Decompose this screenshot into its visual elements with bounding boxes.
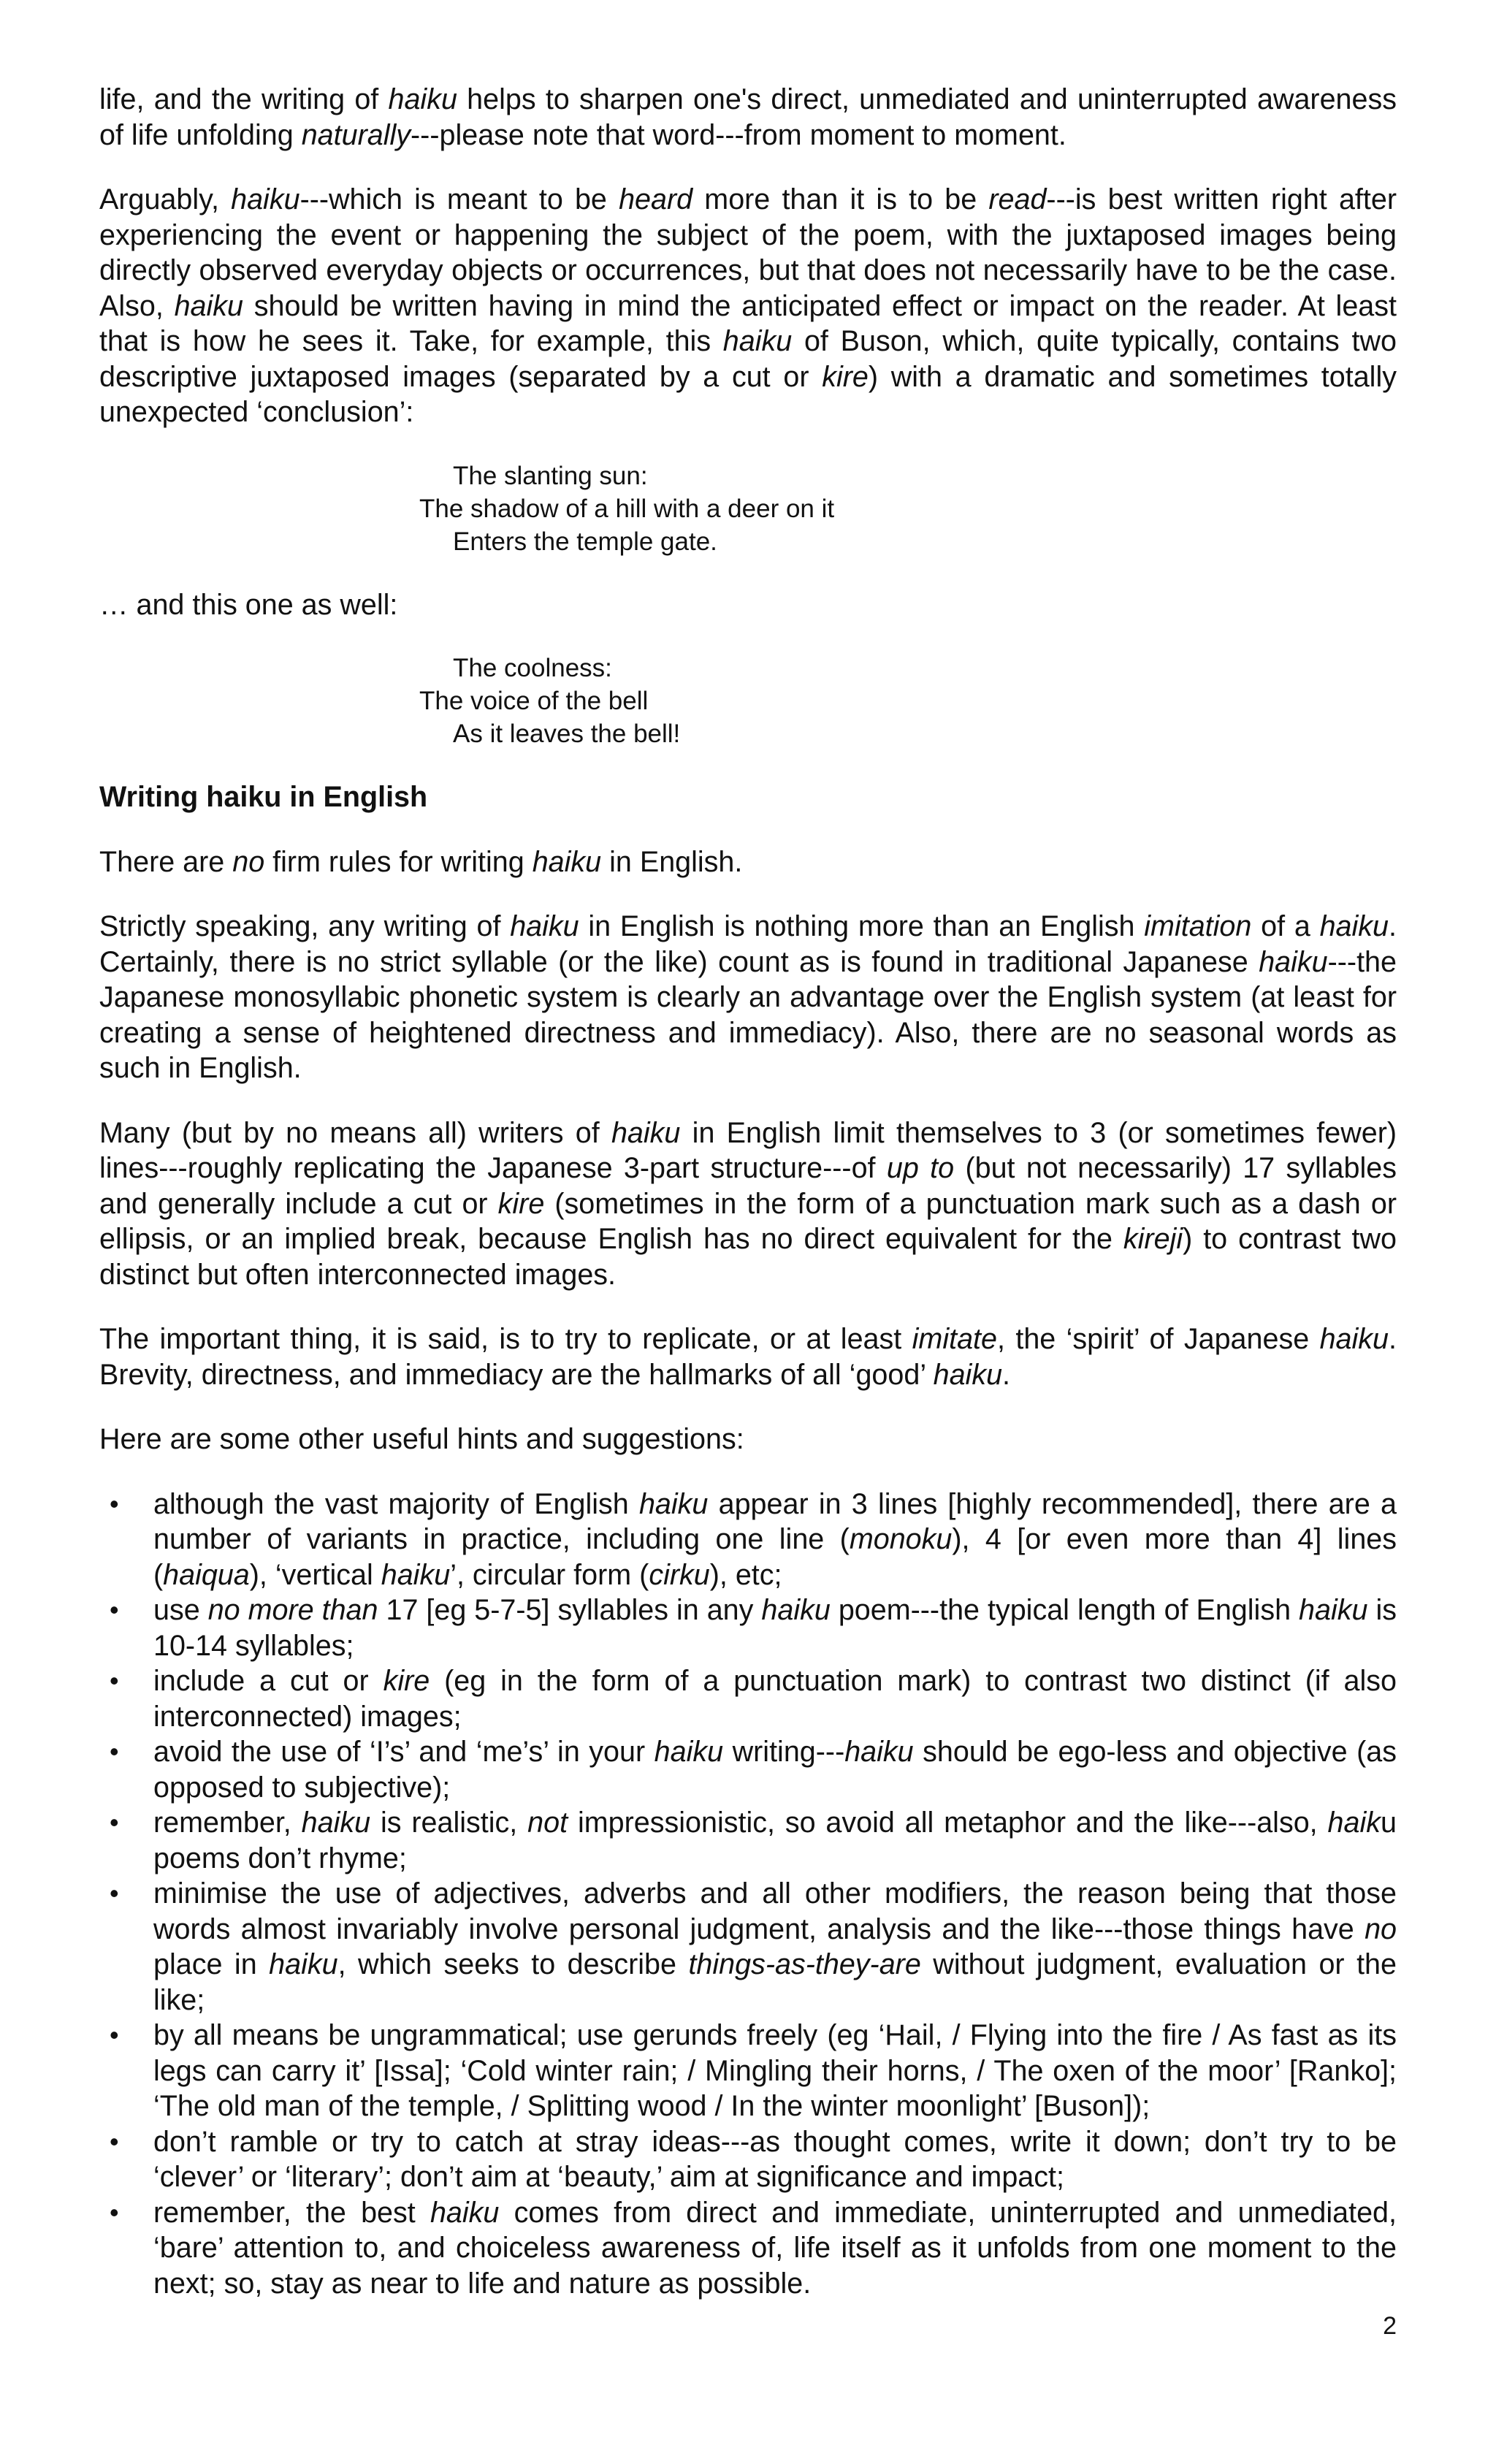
poem-line: As it leaves the bell! [453,720,681,748]
text-run: Strictly speaking, any writing of [99,910,511,942]
text-run: The important thing, it is said, is to try to replicate, or at least [99,1323,912,1355]
italic-run: read [988,183,1047,215]
paragraph-no-rules [99,844,1397,880]
poem-line: The slanting sun: [453,461,648,490]
italic-run: haiku [611,1116,681,1149]
text-run: Many (but by no means all) writers of [99,1116,611,1149]
text-run: There are [99,845,233,878]
italic-run: haiku [933,1358,1003,1391]
italic-run: imitation [1144,910,1252,942]
italic-run: no more than [207,1594,378,1626]
list-item [99,2124,1397,2195]
italic-run: kireji [1123,1223,1183,1255]
text-run: although the vast majority of English [153,1487,639,1520]
text-run: avoid the use of ‘I’s’ and ‘me’s’ in your [153,1736,654,1768]
list-item [99,1593,1397,1663]
paragraph-hints-intro: Here are some other useful hints and suggestions: [99,1423,744,1455]
bullet-icon: • [110,2126,119,2156]
text-run: in English. [601,845,743,878]
bullet-icon: • [110,2020,119,2050]
italic-run: haiku [1299,1594,1368,1626]
text-run: of Buson, which, quite typically, contains two descriptive juxtaposed images (separated by a cut or [99,325,1397,393]
text-run: more than it is to be [692,183,989,215]
italic-run: haiku [174,289,243,322]
italic-run: not [527,1807,568,1839]
text-run: ), etc; [709,1558,782,1591]
paragraph-many-writers [99,1115,1397,1293]
paragraph-transition: … and this one as well: [99,588,398,621]
text-run: ’, circular form ( [450,1558,649,1591]
italic-run: haiku [1259,945,1328,978]
italic-run: haiku [638,1487,709,1520]
document-page [99,82,1397,2301]
text-run: don’t ramble or try to catch at stray ideas---as thought comes, write it down; don’t try to be ‘clever’ or ‘literary’; don’t aim at ‘beauty,’ aim at significance and impact; [153,2125,1397,2193]
italic-run: haiku [301,1807,371,1839]
paragraph-arguably [99,182,1397,430]
text-run: minimise the use of adjectives, adverbs and all other modifiers, the reason being that those words almost invariably involve personal judgment, analysis and the like---those things have [153,1877,1397,1945]
italic-run: haiku [430,2196,500,2229]
poem-buson-slanting-sun [99,459,1397,558]
text-run: should be ego-less and objective (as opposed to subjective); [153,1736,1397,1804]
italic-run: imitate [912,1323,997,1355]
italic-run: naturally [301,118,411,151]
text-run: . Brevity, directness, and immediacy are the hallmarks of all ‘good’ [99,1323,1397,1391]
text-run: ---please note that word---from moment to moment. [411,118,1066,151]
text-run: in English limit themselves to 3 (or sometimes fewer) lines---roughly replicating the Japanese 3-part structure---of [99,1116,1397,1184]
italic-run: haiku [761,1594,831,1626]
italic-run: haiku [510,910,579,942]
bullet-icon: • [110,2197,119,2227]
bullet-icon: • [110,1488,119,1519]
italic-run: haiku [722,325,793,357]
text-run: of a [1251,910,1320,942]
italic-run: haiku [231,183,300,215]
bullet-icon: • [110,1807,119,1837]
italic-run: haiku [269,1948,338,1980]
italic-run: haiku [1319,910,1389,942]
text-run: . [1002,1358,1011,1391]
text-run: ---which is meant to be [299,183,619,215]
list-item [99,1663,1397,1734]
text-run: life, and the writing of [99,83,389,115]
text-run: (but not necessarily) 17 syllables and generally include a cut or [99,1152,1397,1220]
text-run: should be written having in mind the anticipated effect or impact on the reader. At least that is how he sees it. Take, for example, this [99,289,1397,357]
text-run: u poems don’t rhyme; [153,1807,1397,1874]
italic-run: no [1365,1912,1397,1945]
text-run: 17 [eg 5-7-5] syllables in any [378,1594,762,1626]
text-run: , which seeks to describe [337,1948,689,1980]
bullet-icon: • [110,1666,119,1696]
italic-run: up to [886,1152,955,1184]
bullet-icon: • [110,1595,119,1625]
list-item [99,1876,1397,2018]
italic-run: haiqua [163,1558,250,1591]
italic-run: haiku [654,1736,724,1768]
text-run: ) with a dramatic and sometimes totally unexpected ‘conclusion’: [99,360,1397,428]
text-run: without judgment, evaluation or the like; [153,1948,1397,2016]
text-run: include a cut or [153,1665,383,1697]
text-run: poem---the typical length of English [830,1594,1300,1626]
text-run: helps to sharpen one's direct, unmediated and uninterrupted awareness of life unfolding [99,83,1397,151]
italic-run: monoku [849,1523,953,1555]
text-run: ) to contrast two distinct but often interconnected images. [99,1223,1397,1291]
italic-run: haiku [381,1558,451,1591]
paragraph-intro [99,82,1397,153]
text-run: is 10-14 syllables; [153,1594,1397,1662]
text-run: firm rules for writing [264,845,533,878]
italic-run: haiku [532,845,602,878]
italic-run: kire [383,1665,430,1697]
text-run: comes from direct and immediate, uninterrupted and unmediated, ‘bare’ attention to, and choiceless awareness of, life itself as it unfolds from one moment to the next; so, stay as near to life and nature as possible. [153,2196,1397,2300]
italic-run: haiku [388,83,457,115]
text-run: ), 4 [or even more than 4] lines ( [153,1523,1397,1591]
poem-line: The voice of the bell [419,687,649,715]
text-run: remember, [153,1807,302,1839]
text-run: in English is nothing more than an English [579,910,1145,942]
italic-run: kire [822,360,869,393]
italic-run: heard [619,183,693,215]
text-run: use [153,1594,208,1626]
italic-run: things-as-they-are [688,1948,921,1980]
italic-run: haik [1327,1807,1381,1839]
text-run: by all means be ungrammatical; use gerunds freely (eg ‘Hail, / Flying into the fire / As fast as its legs can carry it’ [Issa]; ‘Cold winter rain; / Mingling their horns, / The oxen of the moor’ [Ranko]; ‘The old man of the temple, / Splitting wood / In the winter moonlight’ [Buson]); [153,2019,1397,2122]
hints-list [99,1487,1397,2302]
list-item [99,1805,1397,1876]
text-run: ---the Japanese monosyllabic phonetic system is clearly an advantage over the English system (at least for creating a sense of heightened directness and immediacy). Also, there are no seasonal words as such in English. [99,945,1397,1084]
paragraph-important-thing [99,1321,1397,1392]
bullet-icon: • [110,1736,119,1766]
poem-line: The shadow of a hill with a deer on it [419,494,835,523]
text-run: (eg in the form of a punctuation mark) to contrast two distinct (if also interconnected) images; [153,1665,1397,1733]
paragraph-strictly-speaking [99,909,1397,1086]
italic-run: haiku [1319,1323,1389,1355]
text-run: ---is best written right after experiencing the event or happening the subject of the poem, with the juxtaposed images being directly observed everyday objects or occurrences, but that does not necessarily have to be the case. Also, [99,183,1397,322]
text-run: ), ‘vertical [249,1558,381,1591]
list-item [99,1487,1397,1593]
list-item [99,2195,1397,2302]
text-run: (sometimes in the form of a punctuation mark such as a dash or ellipsis, or an implied break, because English has no direct equivalent for the [99,1187,1397,1255]
text-run: , the ‘spirit’ of Japanese [996,1323,1320,1355]
poem-line: The coolness: [453,654,612,682]
text-run: place in [153,1948,270,1980]
text-run: writing--- [723,1736,845,1768]
section-heading: Writing haiku in English [99,781,428,813]
text-run: is realistic, [370,1807,528,1839]
text-run: . Certainly, there is no strict syllable (or the like) count as is found in traditional Japanese [99,910,1397,978]
text-run: appear in 3 lines [highly recommended], there are a number of variants in practice, including one line ( [153,1487,1397,1555]
text-run: remember, the best [153,2196,430,2229]
italic-run: cirku [649,1558,710,1591]
bullet-icon: • [110,1878,119,1908]
list-item [99,1734,1397,1805]
poem-coolness [99,652,1397,750]
text-run: Arguably, [99,183,232,215]
text-run: impressionistic, so avoid all metaphor and the like---also, [568,1807,1328,1839]
page-number: 2 [1383,2312,1397,2340]
italic-run: kire [497,1187,545,1220]
list-item [99,2018,1397,2124]
poem-line: Enters the temple gate. [453,527,717,556]
italic-run: haiku [844,1736,914,1768]
italic-run: no [232,845,265,878]
